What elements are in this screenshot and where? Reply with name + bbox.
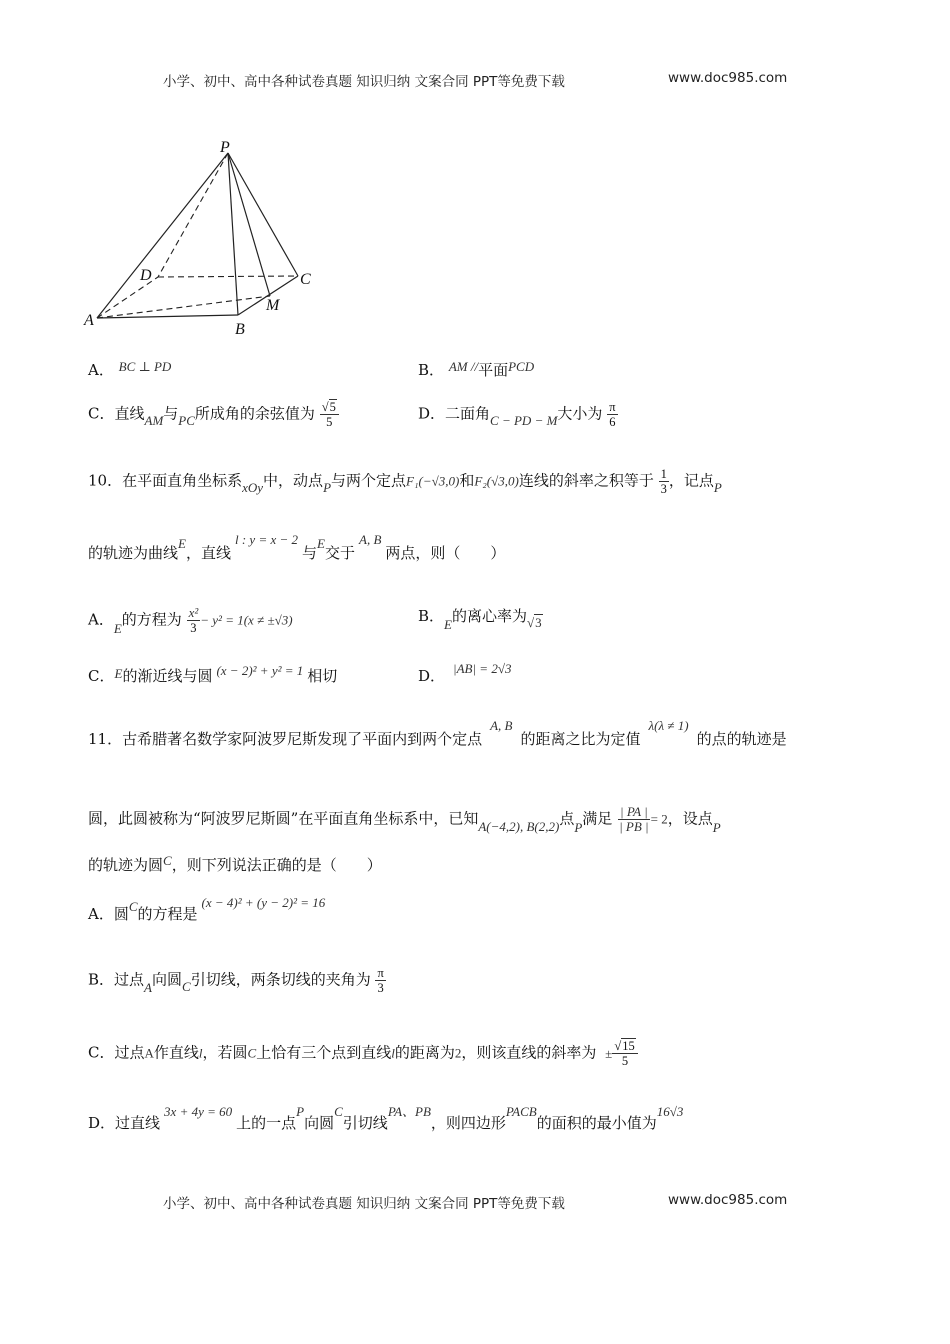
header-text: 小学、初中、高中各种试卷真题 知识归纳 文案合同 PPT等免费下载 <box>163 74 565 90</box>
label-m: M <box>266 297 280 314</box>
q11-option-a: A．圆C的方程是(x − 4)² + (y − 2)² = 16 <box>88 895 326 923</box>
q10-option-d: D． |AB| = 2√3 <box>418 661 512 685</box>
q10-option-b: B．E的离心率为√3 <box>418 607 542 632</box>
edge-pb <box>228 153 238 315</box>
edge-pc <box>228 153 298 276</box>
q10-option-c: C．E的渐近线与圆 (x − 2)² + y² = 1 相切 <box>88 663 338 685</box>
q11-option-d: D．过直线3x + 4y = 60上的一点P向圆C引切线PA、PB，则四边形PACB的面积的最小值为16√3 <box>88 1104 684 1132</box>
fraction-pi-over-6: $\frac{\pi}{6}$ <box>609 400 616 429</box>
page-footer <box>163 1192 565 1212</box>
q11-line-1: 11．古希腊著名数学家阿波罗尼斯发现了平面内到两个定点A, B的距离之比为定值λ(λ ≠ 1)的点的轨迹是 <box>88 718 787 748</box>
q11-option-b: B．过点A向圆C引切线，两条切线的夹角为 $\frac{\pi}{3}$ <box>88 966 384 995</box>
edge-dc-hidden <box>158 276 298 277</box>
edge-am-hidden <box>97 296 270 318</box>
fraction-sqrt5-over-5: $\frac{√5}{5}$ <box>320 400 339 429</box>
edge-pa <box>97 153 228 318</box>
q10-line-2: 的轨迹为曲线E，直线l : y = x − 2与E交于A, B两点，则（ ） <box>88 532 506 562</box>
label-c: C <box>300 271 311 288</box>
q10-line-1: 10．在平面直角坐标系xOy中，动点P与两个定点F₁(−√3,0)和F₂(√3,0)连线的斜率之积等于 $\frac{1}{3}$ ，记点P <box>88 467 722 496</box>
q9-option-c: C．直线AM与PC所成角的余弦值为 $\frac{√5}{5}$ <box>88 400 339 429</box>
q9-option-a: A． BC ⊥ PD <box>88 359 172 379</box>
fraction-x2-over-3: $\frac{\text{x²}}{3}$ <box>188 605 199 635</box>
q11-line-2: 圆，此圆被称为“阿波罗尼斯圆”在平面直角坐标系中，已知A(−4,2), B(2,2)点P满足 $\frac{| PA |}{| PB |}$ = 2，设点P <box>88 804 721 835</box>
footer-text: 小学、初中、高中各种试卷真题 知识归纳 文案合同 PPT等免费下载 <box>163 1196 565 1212</box>
pyramid-figure <box>80 138 330 343</box>
label-a: A <box>84 312 94 329</box>
q11-line-3: 的轨迹为圆C，则下列说法正确的是（ ） <box>88 853 382 874</box>
fraction-pa-over-pb: $\frac{| PA |}{| PB |}$ <box>619 804 649 834</box>
fraction-sqrt15-over-5: $\frac{√15}{5}$ <box>612 1039 637 1068</box>
label-p: P <box>220 139 230 156</box>
footer-site: www.doc985.com <box>668 1192 788 1208</box>
label-b: B <box>235 321 245 338</box>
fraction-pi-over-3: $\frac{\pi}{3}$ <box>377 966 384 995</box>
edge-pd-hidden <box>158 153 228 277</box>
q10-option-a: A．E的方程为 $\frac{\text{x²}}{3}$ − y² = 1(x ≠ ±√3) <box>88 605 293 636</box>
page-header <box>163 70 565 90</box>
fraction-one-third: $\frac{1}{3}$ <box>660 467 667 496</box>
label-d: D <box>140 267 152 284</box>
q9-option-d: D．二面角C − PD − M大小为 $\frac{\pi}{6}$ <box>418 400 616 429</box>
q11-option-c: C．过点A作直线l，若圆C上恰有三个点到直线l的距离为2，则该直线的斜率为 ± $\frac{√15}{5}$ <box>88 1039 638 1068</box>
q9-option-b: B． AM //平面PCD <box>418 359 535 379</box>
edge-pm <box>228 153 270 296</box>
header-site: www.doc985.com <box>668 70 788 86</box>
